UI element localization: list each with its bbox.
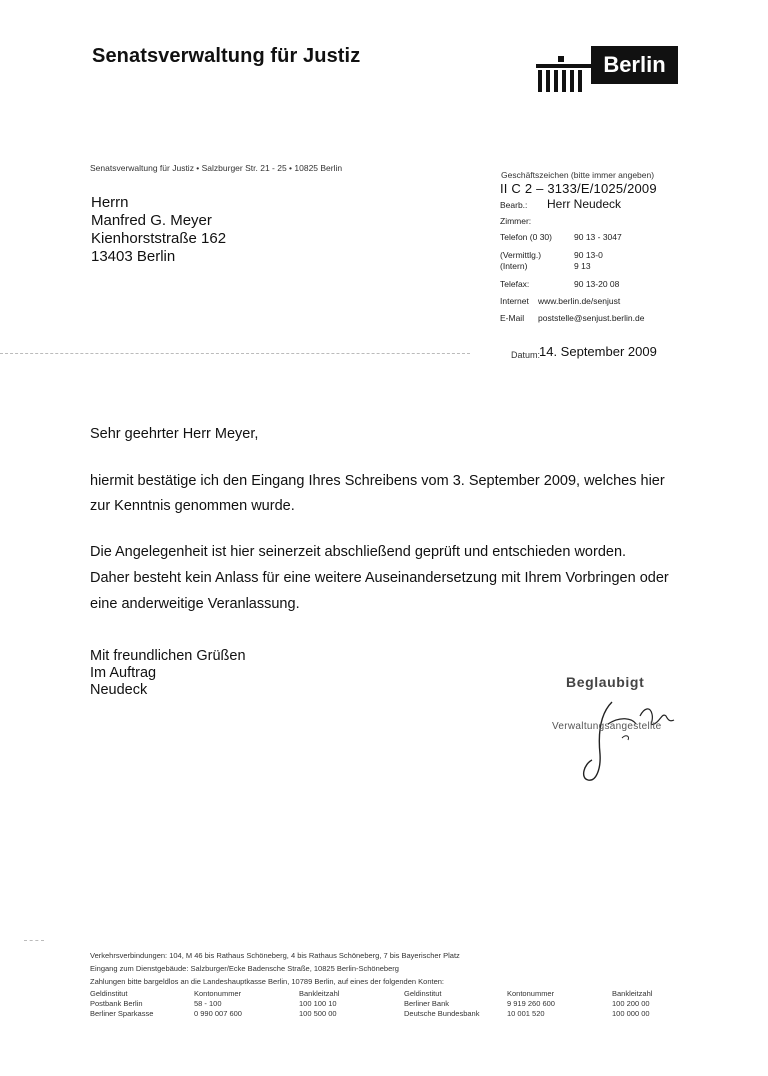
paragraph-1-line-2: zur Kenntnis genommen wurde. (90, 498, 295, 514)
certification-stamp: Beglaubigt (566, 674, 645, 690)
bank-header-code: Bankleitzahl (299, 989, 340, 998)
telefon-value: 90 13 - 3047 (574, 232, 622, 242)
date-value: 14. September 2009 (539, 344, 657, 359)
fold-mark (24, 940, 44, 942)
recipient-name: Manfred G. Meyer (91, 212, 212, 229)
bank-row-2-account: 0 990 007 600 (194, 1009, 242, 1018)
closing-on-behalf: Im Auftrag (90, 665, 157, 681)
brandenburg-gate-icon (536, 56, 592, 92)
zimmer-label: Zimmer: (500, 216, 532, 226)
internet-label: Internet (500, 296, 529, 306)
bank-row-2-institute-2: Deutsche Bundesbank (404, 1009, 480, 1018)
intern-value: 9 13 (574, 261, 591, 271)
footer-payments: Zahlungen bitte bargeldlos an die Landeshauptkasse Berlin, 10789 Berlin, auf eines der folgenden Konten: (90, 977, 445, 986)
bank-row-1-account: 58 - 100 (194, 999, 222, 1008)
paragraph-2-line-1: Die Angelegenheit ist hier seinerzeit abschließend geprüft und entschieden worden. (90, 544, 627, 560)
footer-transport: Verkehrsverbindungen: 104, M 46 bis Rathaus Schöneberg, 4 bis Rathaus Schöneberg, 7 bis Bayerischer Platz (90, 951, 460, 960)
berlin-logo (536, 46, 678, 92)
bank-row-1-account-2: 9 919 260 600 (507, 999, 555, 1008)
bank-header-account: Kontonummer (194, 989, 242, 998)
recipient-city: 13403 Berlin (91, 248, 176, 265)
paragraph-2-line-2: Daher besteht kein Anlass für eine weitere Auseinandersetzung mit Ihrem Vorbringen oder (90, 570, 669, 586)
vermittlung-label: (Vermittlg.) (500, 250, 542, 260)
bank-row-1-code-2: 100 200 00 (612, 999, 650, 1008)
bearb-label: Bearb.: (500, 200, 528, 210)
paragraph-2-line-3: eine anderweitige Veranlassung. (90, 596, 300, 612)
email-label: E-Mail (500, 313, 525, 323)
fold-mark (0, 353, 470, 355)
recipient-salutation: Herrn (91, 194, 129, 211)
reference-number: II C 2 – 3133/E/1025/2009 (500, 181, 657, 196)
telefon-label: Telefon (0 30) (500, 232, 552, 242)
bank-row-2-institute: Berliner Sparkasse (90, 1009, 154, 1018)
internet-value: www.berlin.de/senjust (538, 296, 621, 306)
telefax-value: 90 13-20 08 (574, 279, 620, 289)
closing-signatory: Neudeck (90, 682, 148, 698)
bank-row-1-institute: Postbank Berlin (90, 999, 143, 1008)
bank-header-account-2: Kontonummer (507, 989, 555, 998)
certification-role: Verwaltungsangestellte (552, 721, 662, 732)
bank-row-1-institute-2: Berliner Bank (404, 999, 450, 1008)
bearb-value: Herr Neudeck (547, 197, 622, 211)
bank-header-institute: Geldinstitut (90, 989, 128, 998)
bank-row-2-code-2: 100 000 00 (612, 1009, 650, 1018)
telefax-label: Telefax: (500, 279, 530, 289)
bank-header-institute-2: Geldinstitut (404, 989, 442, 998)
vermittlung-value: 90 13-0 (574, 250, 603, 260)
date-label: Datum: (511, 350, 541, 360)
bank-row-2-account-2: 10 001 520 (507, 1009, 545, 1018)
logo-text: Berlin (591, 46, 678, 84)
closing-greeting: Mit freundlichen Grüßen (90, 648, 246, 664)
bank-row-2-code: 100 500 00 (299, 1009, 337, 1018)
paragraph-1-line-1: hiermit bestätige ich den Eingang Ihres Schreibens vom 3. September 2009, welches hier (90, 473, 665, 489)
intern-label: (Intern) (500, 261, 528, 271)
handwritten-signature (570, 694, 690, 789)
bank-row-1-code: 100 100 10 (299, 999, 337, 1008)
reference-label: Geschäftszeichen (bitte immer angeben) (501, 170, 655, 180)
return-address: Senatsverwaltung für Justiz • Salzburger Str. 21 - 25 • 10825 Berlin (90, 163, 343, 173)
sender-title: Senatsverwaltung für Justiz (92, 45, 361, 67)
email-value: poststelle@senjust.berlin.de (538, 313, 645, 323)
salutation: Sehr geehrter Herr Meyer, (90, 426, 259, 442)
footer-entrance: Eingang zum Dienstgebäude: Salzburger/Ecke Badensche Straße, 10825 Berlin-Schöneberg (90, 964, 399, 973)
bank-header-code-2: Bankleitzahl (612, 989, 653, 998)
recipient-street: Kienhorststraße 162 (91, 230, 227, 247)
